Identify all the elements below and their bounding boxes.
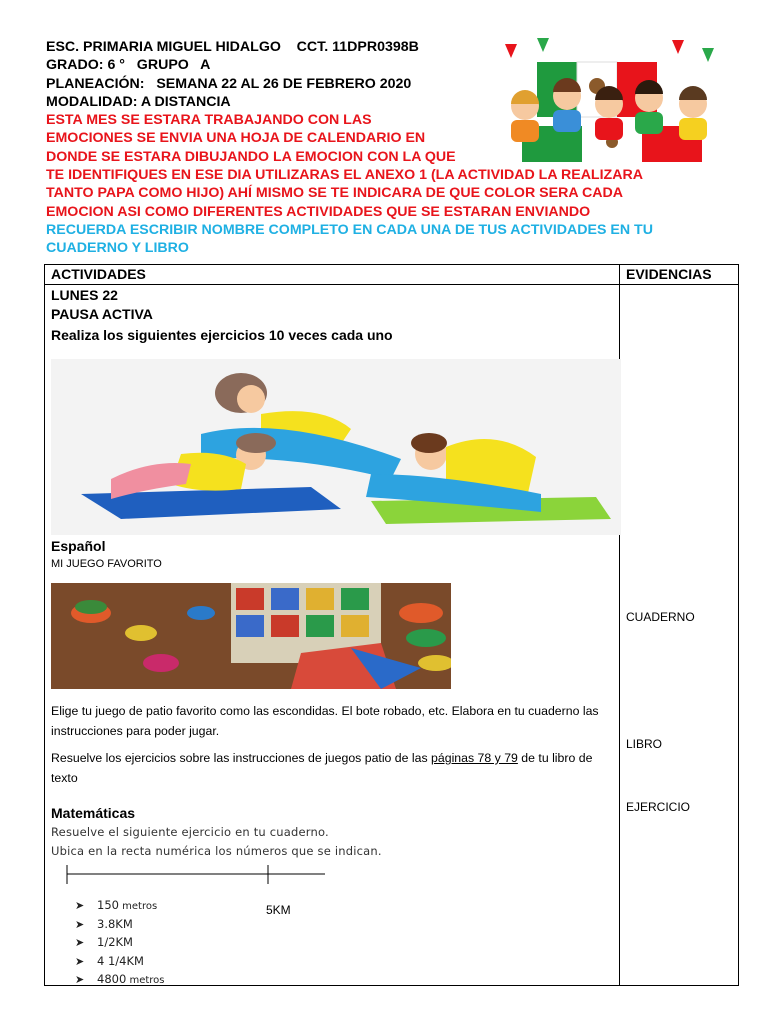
header-evidence: EVIDENCIAS xyxy=(620,265,739,285)
notice-line-1: ESTA MES SE ESTARA TRABAJANDO CON LAS xyxy=(46,112,372,129)
reminder-line-1: RECUERDA ESCRIBIR NOMBRE COMPLETO EN CADA UNA DE TUS ACTIVIDADES EN TU xyxy=(46,221,653,238)
traditional-games-photo xyxy=(51,583,451,689)
points-list xyxy=(75,896,165,989)
evidence-ejercicio: EJERCICIO xyxy=(626,800,691,814)
spanish-p2-post: de tu libro de xyxy=(517,751,593,765)
evidence-cuaderno: CUADERNO xyxy=(626,610,695,624)
exercise-instruction: Realiza los siguientes ejercicios 10 veces cada uno xyxy=(51,327,393,343)
modality-line: MODALIDAD: A DISTANCIA xyxy=(46,93,231,110)
spanish-paragraph-2 xyxy=(51,748,631,788)
textbook-pages-link: páginas 78 y 79 xyxy=(431,751,518,765)
arrow-bullet-icon: ➤ xyxy=(75,917,85,931)
arrow-bullet-icon: ➤ xyxy=(75,973,85,986)
arrow-bullet-icon: ➤ xyxy=(75,899,85,912)
list-item: ➤ 1/2KM xyxy=(75,933,165,952)
day-label: LUNES 22 xyxy=(51,287,118,303)
bunting-flags xyxy=(505,38,714,62)
number-line xyxy=(63,865,328,887)
school-name: ESC. PRIMARIA MIGUEL HIDALGO xyxy=(46,39,281,55)
spanish-subtitle: MI JUEGO FAVORITO xyxy=(51,558,162,570)
spanish-title: Español xyxy=(51,538,106,554)
math-line-1: Resuelve el siguiente ejercicio en tu cuaderno. xyxy=(51,825,329,839)
notice-line-3: DONDE SE ESTARA DIBUJANDO LA EMOCION CON LA QUE xyxy=(46,148,456,165)
spanish-p2-pre: Resuelve los ejercicios sobre las instrucciones de juegos patio de las xyxy=(51,751,432,765)
activities-cell xyxy=(45,285,620,986)
grade-line: GRADO: 6 ° GRUPO A xyxy=(46,57,211,74)
arrow-bullet-icon: ➤ xyxy=(75,936,85,949)
math-title: Matemáticas xyxy=(51,805,136,821)
school-cct: CCT. 11DPR0398B xyxy=(296,39,419,55)
number-line-end-label: 5KM xyxy=(266,903,291,917)
list-item: ➤ 3.8KM xyxy=(75,915,165,934)
arrow-bullet-icon: ➤ xyxy=(75,954,85,968)
spanish-p2-line-1 xyxy=(51,748,631,768)
notice-line-4: TE IDENTIFIQUES EN ESE DIA UTILIZARAS EL ANEXO 1 (LA ACTIVIDAD LA REALIZARA xyxy=(46,167,643,184)
mexican-flag-kids-illustration xyxy=(497,34,728,162)
spanish-p1-line-1: Elige tu juego de patio favorito como las escondidas. El bote robado, etc. Elabora en tu cuaderno las xyxy=(51,704,599,718)
header-activities: ACTIVIDADES xyxy=(45,265,620,285)
list-item: ➤ 4 1/4KM xyxy=(75,952,165,971)
list-item: ➤ 4800 metros xyxy=(75,970,165,989)
evidence-cell xyxy=(620,285,739,986)
list-item: ➤ 150 metros xyxy=(75,896,165,915)
notice-line-2: EMOCIONES SE ENVIA UNA HOJA DE CALENDARIO EN xyxy=(46,130,426,147)
notice-line-6: EMOCION ASI COMO DIFERENTES ACTIVIDADES QUE SE ESTARAN ENVIANDO xyxy=(46,203,591,220)
spanish-paragraph-1 xyxy=(51,701,631,741)
notice-line-5: TANTO PAPA COMO HIJO) AHÍ MISMO SE TE INDICARA DE QUE COLOR SERA CADA xyxy=(46,185,623,202)
activities-table xyxy=(44,264,739,986)
pause-label: PAUSA ACTIVA xyxy=(51,306,153,322)
reminder-line-2: CUADERNO Y LIBRO xyxy=(46,240,189,257)
planning-line: PLANEACIÓN: SEMANA 22 AL 26 DE FEBRERO 2020 xyxy=(46,75,412,92)
exercise-illustration xyxy=(51,359,621,535)
evidence-libro: LIBRO xyxy=(626,737,663,751)
math-line-2: Ubica en la recta numérica los números que se indican. xyxy=(51,844,382,858)
spanish-p1-line-2: instrucciones para poder jugar. xyxy=(51,724,220,738)
spanish-p2-line-2: texto xyxy=(51,771,78,785)
